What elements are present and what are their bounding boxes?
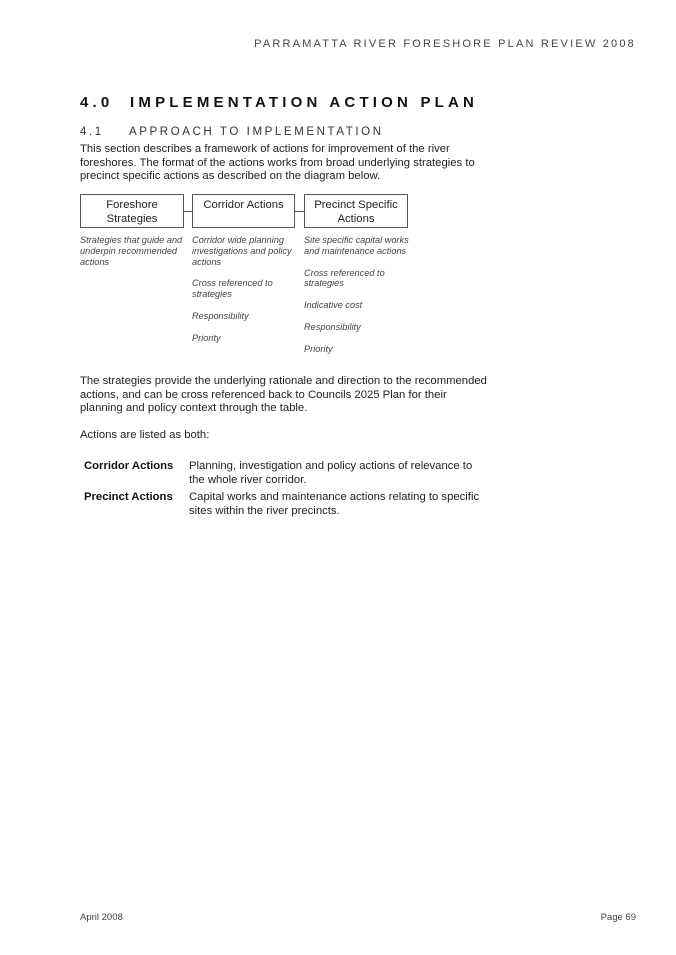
definition-row (84, 491, 504, 518)
diagram-note: Site specific capital works and maintenance actions (304, 235, 409, 256)
diagram-note: Corridor wide planning investigations and policy actions (192, 235, 292, 267)
diagram-note: Responsibility (192, 310, 249, 321)
diagram-note: Cross referenced to strategies (304, 267, 385, 289)
subsection-heading (80, 126, 384, 138)
diagram-box-foreshore-strategies (80, 194, 184, 228)
diagram-column-corridor (192, 235, 302, 355)
subsection-title: APPROACH TO IMPLEMENTATION (129, 126, 384, 138)
diagram-box-label: Precinct Specific Actions (314, 199, 398, 225)
diagram-column-strategies (80, 235, 190, 278)
diagram-note: Responsibility (304, 321, 361, 332)
subsection-number: 4.1 (80, 126, 104, 138)
definition-description: Planning, investigation and policy actions of relevance to the whole river corridor. (189, 460, 473, 486)
diagram-box-precinct-specific-actions (304, 194, 408, 228)
diagram-column-precinct (304, 235, 414, 366)
intro-paragraph: This section describes a framework of actions for improvement of the river foreshores. The format of the actions works from broad underlying strategies to precinct specific actions as described on the diagram below. (80, 143, 475, 183)
diagram-note: Strategies that guide and underpin recommended actions (80, 235, 183, 267)
section-title: IMPLEMENTATION ACTION PLAN (130, 94, 479, 111)
footer-page-number: Page 69 (600, 912, 636, 923)
definition-term: Precinct Actions (84, 491, 173, 504)
diagram-note: Priority (192, 332, 221, 343)
diagram-box-label: Foreshore Strategies (106, 199, 158, 225)
diagram-box-label: Corridor Actions (203, 199, 284, 211)
strategies-paragraph: The strategies provide the underlying rationale and direction to the recommended actions, and can be cross referenced back to Councils 2025 Plan for their planning and policy context through the table. (80, 375, 487, 415)
running-header: PARRAMATTA RIVER FORESHORE PLAN REVIEW 2008 (254, 38, 636, 50)
diagram-note: Indicative cost (304, 300, 363, 311)
footer-date: April 2008 (80, 912, 123, 923)
definition-term: Corridor Actions (84, 460, 174, 472)
diagram-note: Cross referenced to strategies (192, 278, 273, 300)
diagram-note: Priority (304, 343, 333, 354)
section-heading (80, 94, 478, 111)
actions-intro-paragraph: Actions are listed as both: (80, 429, 210, 441)
diagram-connector (295, 211, 304, 212)
definition-description: Capital works and maintenance actions relating to specific sites within the river precincts. (189, 491, 480, 517)
action-definitions (84, 460, 504, 522)
section-number: 4.0 (80, 94, 114, 111)
diagram-box-corridor-actions (192, 194, 295, 228)
definition-row (84, 460, 504, 487)
